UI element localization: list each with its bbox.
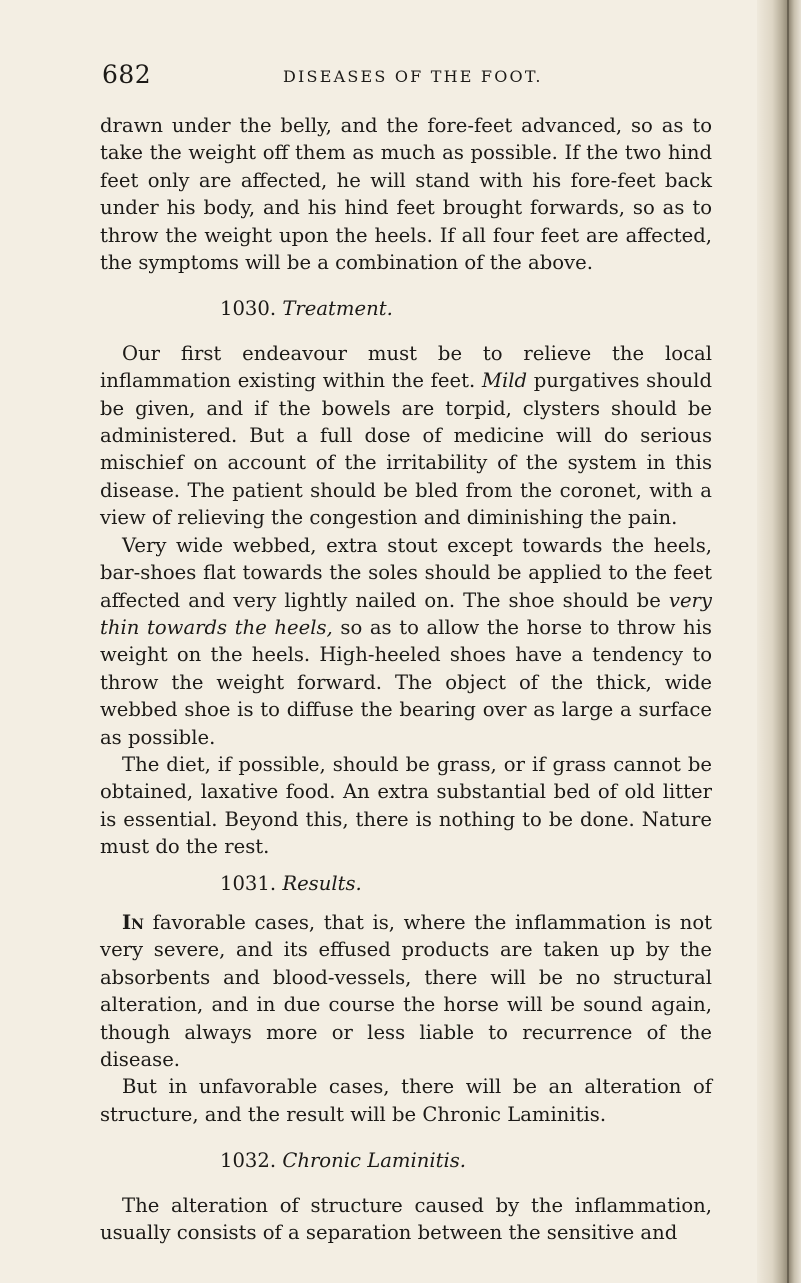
section-title: Chronic Laminitis. xyxy=(282,1149,467,1173)
text-run: so as to allow the horse to throw his weight on the heels. High-heeled shoes have a tendency to throw the weight forward. The object of the thick, wide webbed shoe is to diffuse the bearing over as large a surface as possible. xyxy=(100,615,712,749)
section-heading-results xyxy=(100,870,712,897)
page-body xyxy=(100,112,712,1246)
chronic-laminitis-paragraph-1: The alteration of structure caused by the inflammation, usually consists of a separation between the sensitive and xyxy=(100,1193,712,1245)
running-head: DISEASES OF THE FOOT. xyxy=(283,67,543,86)
page-binding-edge xyxy=(757,0,801,1283)
section-title: Results. xyxy=(282,871,362,895)
section-title: Treatment. xyxy=(282,297,393,321)
section-heading-chronic-laminitis xyxy=(100,1147,712,1174)
text-run: purgatives should be given, and if the bowels are torpid, clysters should be administered. But a full dose of medicine will do serious mischief on account of the irritability of the system in this disease. The patient should be bled from the coronet, with a view of relieving the congestion and diminishing the pain. xyxy=(100,369,712,530)
text-run: favorable cases, that is, where the inflammation is not very severe, and its effused products are taken up by the absorbents and blood-vessels, there will be no structural alteration, and in due course the horse will be sound again, though always more or less liable to recurrence of the disease. xyxy=(100,910,712,1071)
binding-shadow-line xyxy=(787,0,789,1283)
section-number: 1030. xyxy=(220,297,277,321)
treatment-paragraph-1 xyxy=(100,340,712,532)
text-run: Our first endeavour must be to relieve the local inflammation existing within the feet. xyxy=(100,341,712,393)
page-number: 682 xyxy=(102,60,152,89)
emphasis-run: very thin towards the heels, xyxy=(100,588,712,639)
emphasis-run: Mild xyxy=(481,369,528,393)
results-paragraph-1 xyxy=(100,909,712,1073)
lead-word: In xyxy=(122,910,144,934)
section-heading-treatment xyxy=(100,295,712,322)
treatment-paragraph-3: The diet, if possible, should be grass, or if grass cannot be obtained, laxative food. An extra substantial bed of old litter is essential. Beyond this, there is nothing to be done. Nature must do the rest. xyxy=(100,752,712,859)
treatment-paragraph-2 xyxy=(100,532,712,751)
opening-paragraph: drawn under the belly, and the fore-feet advanced, so as to take the weight off them as much as possible. If the two hind feet only are affected, he will stand with his fore-feet back under his body, and his hind feet brought forwards, so as to throw the weight upon the heels. If all four feet are affected, the symptoms will be a combination of the above. xyxy=(100,114,712,275)
results-paragraph-2: But in unfavorable cases, there will be an alteration of structure, and the result will be Chronic Laminitis. xyxy=(100,1075,712,1126)
section-number: 1032. xyxy=(220,1149,277,1173)
text-run: Very wide webbed, extra stout except towards the heels, bar-shoes flat towards the soles should be applied to the feet affected and very lightly nailed on. The shoe should be xyxy=(100,533,712,612)
page-header xyxy=(100,60,712,100)
section-number: 1031. xyxy=(220,871,277,895)
